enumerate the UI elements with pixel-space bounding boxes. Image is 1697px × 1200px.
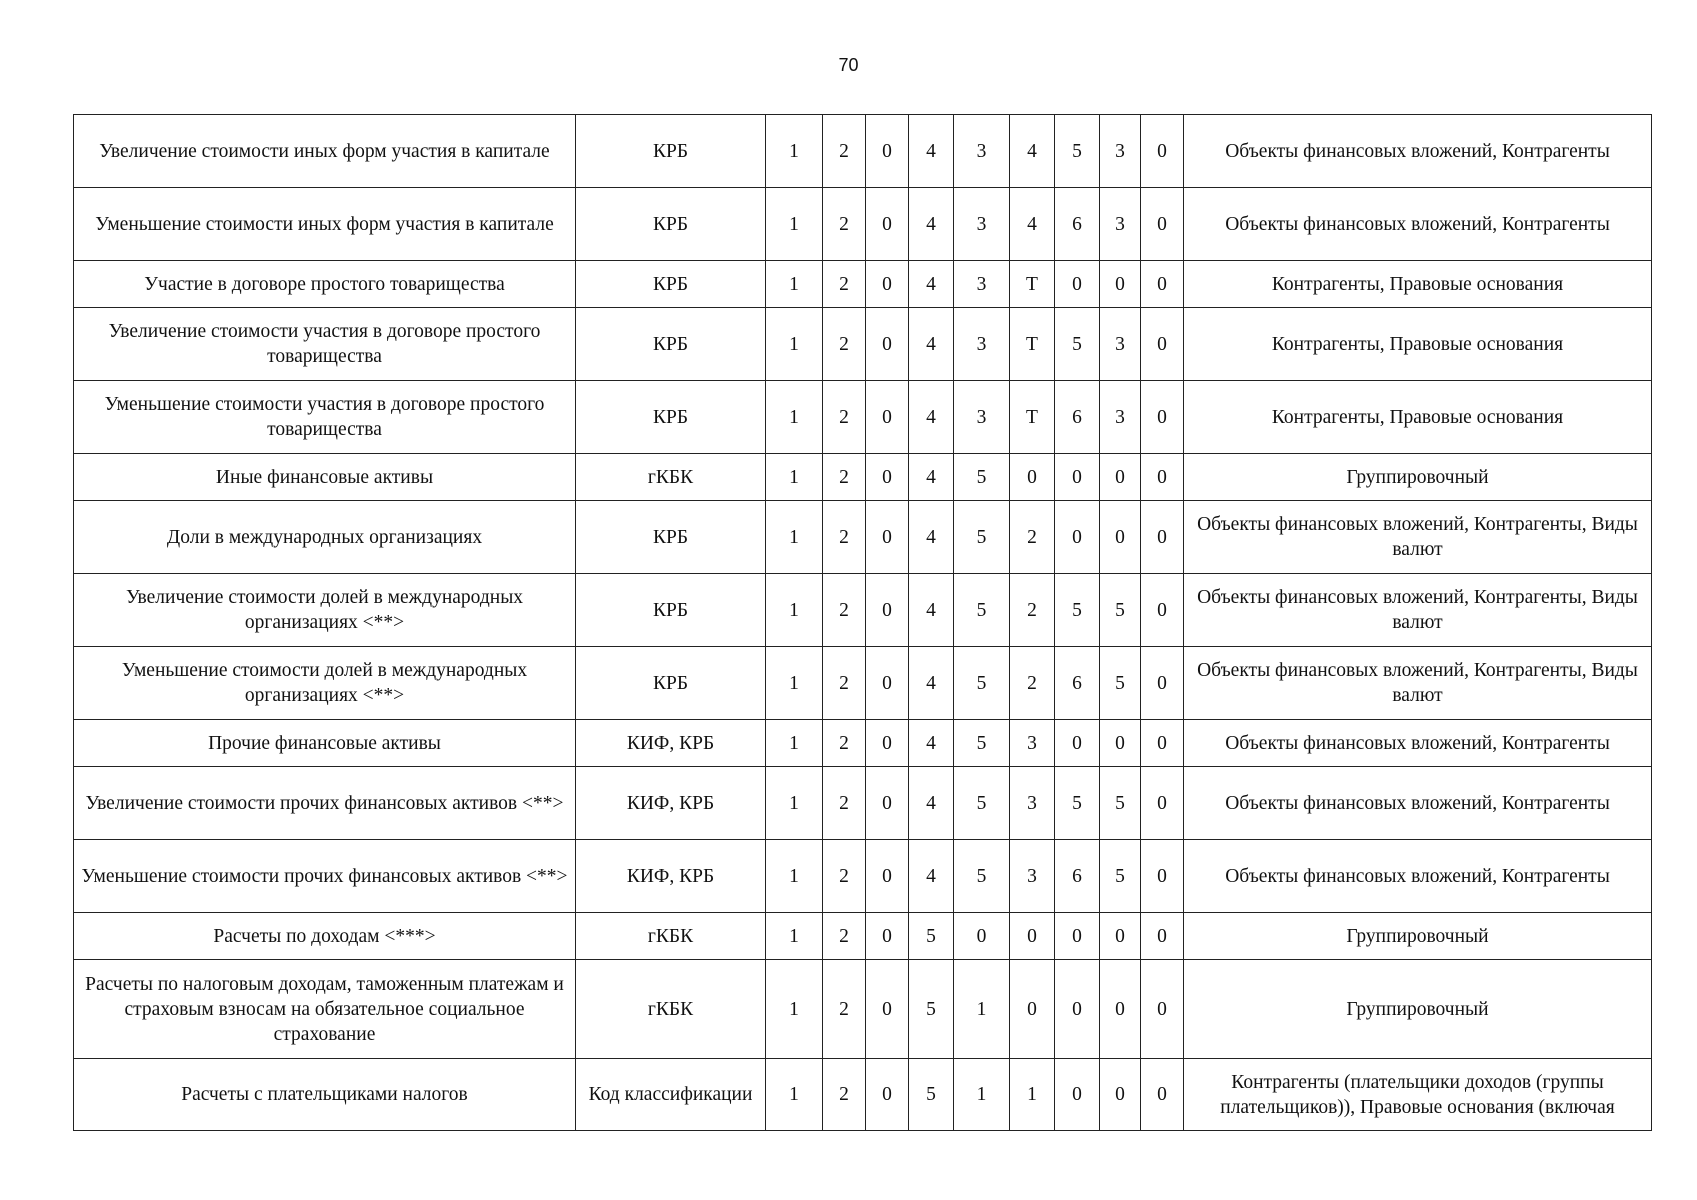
code-digit: 0 — [1100, 501, 1141, 574]
account-name: Уменьшение стоимости участия в договоре простого товарищества — [74, 381, 576, 454]
code-digit: 1 — [954, 1059, 1010, 1131]
code-digit: 0 — [1055, 261, 1100, 308]
code-digit: 5 — [1055, 767, 1100, 840]
account-name: Расчеты по доходам <***> — [74, 913, 576, 960]
table-row — [74, 501, 1652, 574]
code-digit: 1 — [766, 501, 823, 574]
code-digit: 0 — [1010, 960, 1055, 1059]
code-type: гКБК — [576, 454, 766, 501]
account-name: Увеличение стоимости прочих финансовых активов <**> — [74, 767, 576, 840]
code-digit: 1 — [766, 115, 823, 188]
code-digit: 5 — [954, 840, 1010, 913]
analytics: Объекты финансовых вложений, Контрагенты, Виды валют — [1184, 647, 1652, 720]
accounts-table-body — [74, 115, 1652, 1131]
code-digit: 3 — [1010, 767, 1055, 840]
code-digit: 0 — [1055, 1059, 1100, 1131]
code-digit: 4 — [909, 261, 954, 308]
table-row — [74, 188, 1652, 261]
code-digit: 1 — [766, 261, 823, 308]
code-digit: 5 — [954, 454, 1010, 501]
code-type: гКБК — [576, 913, 766, 960]
code-type: КИФ, КРБ — [576, 767, 766, 840]
code-digit: 1 — [1010, 1059, 1055, 1131]
analytics: Объекты финансовых вложений, Контрагенты, Виды валют — [1184, 574, 1652, 647]
code-digit: 4 — [909, 647, 954, 720]
code-digit: 1 — [766, 767, 823, 840]
code-digit: 5 — [909, 960, 954, 1059]
code-digit: 0 — [1141, 913, 1184, 960]
code-digit: 0 — [1141, 720, 1184, 767]
code-digit: 0 — [866, 767, 909, 840]
code-type: КРБ — [576, 647, 766, 720]
code-digit: Т — [1010, 381, 1055, 454]
code-digit: 2 — [823, 720, 866, 767]
code-digit: 0 — [1141, 840, 1184, 913]
code-digit: 2 — [823, 454, 866, 501]
code-digit: 4 — [1010, 115, 1055, 188]
code-type: КИФ, КРБ — [576, 840, 766, 913]
table-row — [74, 767, 1652, 840]
analytics: Группировочный — [1184, 454, 1652, 501]
code-type: КИФ, КРБ — [576, 720, 766, 767]
account-name: Доли в международных организациях — [74, 501, 576, 574]
analytics: Объекты финансовых вложений, Контрагенты — [1184, 840, 1652, 913]
account-name: Расчеты по налоговым доходам, таможенным платежам и страховым взносам на обязательное социальное страхование — [74, 960, 576, 1059]
analytics: Контрагенты, Правовые основания — [1184, 308, 1652, 381]
code-digit: 2 — [823, 647, 866, 720]
code-digit: 0 — [1141, 115, 1184, 188]
analytics: Контрагенты (плательщики доходов (группы плательщиков)), Правовые основания (включая — [1184, 1059, 1652, 1131]
code-digit: 0 — [866, 913, 909, 960]
code-digit: 3 — [954, 261, 1010, 308]
code-digit: 4 — [909, 188, 954, 261]
analytics: Объекты финансовых вложений, Контрагенты, Виды валют — [1184, 501, 1652, 574]
table-row — [74, 913, 1652, 960]
analytics: Контрагенты, Правовые основания — [1184, 261, 1652, 308]
code-digit: 5 — [1100, 574, 1141, 647]
code-digit: 1 — [766, 574, 823, 647]
code-digit: 4 — [909, 720, 954, 767]
code-digit: 0 — [1141, 574, 1184, 647]
code-digit: 3 — [954, 115, 1010, 188]
code-digit: 1 — [766, 454, 823, 501]
table-row — [74, 454, 1652, 501]
code-digit: 0 — [1141, 647, 1184, 720]
code-digit: 5 — [1055, 115, 1100, 188]
account-name: Увеличение стоимости долей в международных организациях <**> — [74, 574, 576, 647]
code-digit: 0 — [1100, 454, 1141, 501]
code-type: КРБ — [576, 308, 766, 381]
code-digit: 3 — [1100, 188, 1141, 261]
code-digit: 4 — [1010, 188, 1055, 261]
account-name: Увеличение стоимости участия в договоре простого товарищества — [74, 308, 576, 381]
table-row — [74, 115, 1652, 188]
code-digit: 0 — [866, 381, 909, 454]
code-digit: 3 — [1100, 115, 1141, 188]
code-digit: 0 — [1141, 767, 1184, 840]
code-digit: 4 — [909, 308, 954, 381]
code-digit: 3 — [1100, 381, 1141, 454]
code-digit: 1 — [766, 188, 823, 261]
code-digit: 0 — [1055, 960, 1100, 1059]
code-type: КРБ — [576, 381, 766, 454]
code-digit: 3 — [954, 188, 1010, 261]
code-digit: 0 — [1100, 913, 1141, 960]
account-name: Увеличение стоимости иных форм участия в капитале — [74, 115, 576, 188]
code-digit: 0 — [1141, 381, 1184, 454]
analytics: Группировочный — [1184, 913, 1652, 960]
code-digit: 1 — [766, 720, 823, 767]
code-digit: 0 — [1100, 720, 1141, 767]
code-digit: 4 — [909, 381, 954, 454]
code-digit: 5 — [909, 1059, 954, 1131]
code-digit: 1 — [766, 1059, 823, 1131]
code-digit: 6 — [1055, 840, 1100, 913]
code-digit: 0 — [866, 308, 909, 381]
code-digit: 1 — [766, 840, 823, 913]
code-digit: 5 — [954, 647, 1010, 720]
code-digit: 4 — [909, 454, 954, 501]
code-digit: 0 — [1055, 720, 1100, 767]
code-digit: 2 — [823, 308, 866, 381]
table-row — [74, 381, 1652, 454]
account-name: Уменьшение стоимости прочих финансовых активов <**> — [74, 840, 576, 913]
code-digit: 2 — [823, 261, 866, 308]
code-digit: 6 — [1055, 381, 1100, 454]
code-digit: Т — [1010, 261, 1055, 308]
account-name: Прочие финансовые активы — [74, 720, 576, 767]
code-type: КРБ — [576, 115, 766, 188]
code-digit: 3 — [1010, 720, 1055, 767]
page-number: 70 — [838, 55, 859, 75]
code-digit: 4 — [909, 115, 954, 188]
code-digit: 2 — [823, 840, 866, 913]
table-row — [74, 261, 1652, 308]
code-digit: 0 — [1141, 308, 1184, 381]
code-digit: 0 — [866, 188, 909, 261]
code-digit: 0 — [1141, 1059, 1184, 1131]
code-digit: 0 — [1141, 188, 1184, 261]
code-digit: 1 — [766, 913, 823, 960]
code-digit: 2 — [823, 1059, 866, 1131]
table-row — [74, 840, 1652, 913]
code-digit: 2 — [1010, 574, 1055, 647]
account-name: Участие в договоре простого товарищества — [74, 261, 576, 308]
code-digit: 0 — [1141, 960, 1184, 1059]
code-digit: 0 — [866, 501, 909, 574]
accounts-table — [73, 114, 1652, 1131]
code-digit: 0 — [866, 720, 909, 767]
code-digit: 5 — [1055, 574, 1100, 647]
code-digit: 3 — [1100, 308, 1141, 381]
code-digit: 1 — [766, 381, 823, 454]
code-digit: 5 — [1100, 647, 1141, 720]
code-digit: 2 — [823, 115, 866, 188]
code-digit: 2 — [823, 381, 866, 454]
code-digit: 0 — [1055, 913, 1100, 960]
code-digit: 2 — [823, 574, 866, 647]
code-type: КРБ — [576, 574, 766, 647]
code-digit: 0 — [866, 960, 909, 1059]
table-row — [74, 1059, 1652, 1131]
code-digit: 2 — [823, 767, 866, 840]
code-digit: 0 — [1055, 501, 1100, 574]
code-digit: 2 — [823, 188, 866, 261]
code-digit: 3 — [954, 381, 1010, 454]
code-digit: 0 — [1055, 454, 1100, 501]
code-digit: 5 — [954, 574, 1010, 647]
code-digit: 0 — [866, 261, 909, 308]
code-digit: 5 — [1100, 767, 1141, 840]
code-digit: 0 — [1100, 261, 1141, 308]
code-digit: 0 — [1141, 454, 1184, 501]
code-digit: 0 — [954, 913, 1010, 960]
code-digit: 0 — [866, 647, 909, 720]
table-row — [74, 960, 1652, 1059]
code-digit: 4 — [909, 767, 954, 840]
analytics: Объекты финансовых вложений, Контрагенты — [1184, 188, 1652, 261]
code-digit: 5 — [909, 913, 954, 960]
account-name: Иные финансовые активы — [74, 454, 576, 501]
analytics: Группировочный — [1184, 960, 1652, 1059]
code-digit: 5 — [1100, 840, 1141, 913]
code-digit: 1 — [766, 308, 823, 381]
code-digit: 0 — [1010, 913, 1055, 960]
code-digit: 0 — [866, 1059, 909, 1131]
analytics: Контрагенты, Правовые основания — [1184, 381, 1652, 454]
code-digit: 1 — [954, 960, 1010, 1059]
code-type: КРБ — [576, 501, 766, 574]
code-digit: 0 — [866, 574, 909, 647]
code-type: Код классификации — [576, 1059, 766, 1131]
code-digit: 1 — [766, 960, 823, 1059]
code-digit: 3 — [1010, 840, 1055, 913]
code-digit: 2 — [823, 960, 866, 1059]
account-name: Расчеты с плательщиками налогов — [74, 1059, 576, 1131]
analytics: Объекты финансовых вложений, Контрагенты — [1184, 115, 1652, 188]
table-row — [74, 308, 1652, 381]
code-digit: 5 — [954, 767, 1010, 840]
code-digit: 4 — [909, 501, 954, 574]
code-digit: 6 — [1055, 188, 1100, 261]
code-digit: 2 — [823, 501, 866, 574]
code-digit: 4 — [909, 840, 954, 913]
code-digit: 0 — [1100, 960, 1141, 1059]
code-digit: 0 — [1141, 501, 1184, 574]
account-name: Уменьшение стоимости долей в международных организациях <**> — [74, 647, 576, 720]
code-type: гКБК — [576, 960, 766, 1059]
code-digit: 5 — [1055, 308, 1100, 381]
analytics: Объекты финансовых вложений, Контрагенты — [1184, 720, 1652, 767]
code-type: КРБ — [576, 188, 766, 261]
code-digit: 0 — [1010, 454, 1055, 501]
code-digit: 5 — [954, 501, 1010, 574]
code-digit: Т — [1010, 308, 1055, 381]
table-row — [74, 720, 1652, 767]
code-digit: 4 — [909, 574, 954, 647]
code-digit: 0 — [1141, 261, 1184, 308]
table-row — [74, 647, 1652, 720]
analytics: Объекты финансовых вложений, Контрагенты — [1184, 767, 1652, 840]
code-digit: 6 — [1055, 647, 1100, 720]
code-digit: 0 — [1100, 1059, 1141, 1131]
code-digit: 2 — [823, 913, 866, 960]
table-row — [74, 574, 1652, 647]
code-digit: 0 — [866, 840, 909, 913]
code-digit: 0 — [866, 115, 909, 188]
code-digit: 1 — [766, 647, 823, 720]
code-digit: 3 — [954, 308, 1010, 381]
code-digit: 0 — [866, 454, 909, 501]
code-type: КРБ — [576, 261, 766, 308]
account-name: Уменьшение стоимости иных форм участия в капитале — [74, 188, 576, 261]
code-digit: 2 — [1010, 647, 1055, 720]
code-digit: 2 — [1010, 501, 1055, 574]
code-digit: 5 — [954, 720, 1010, 767]
